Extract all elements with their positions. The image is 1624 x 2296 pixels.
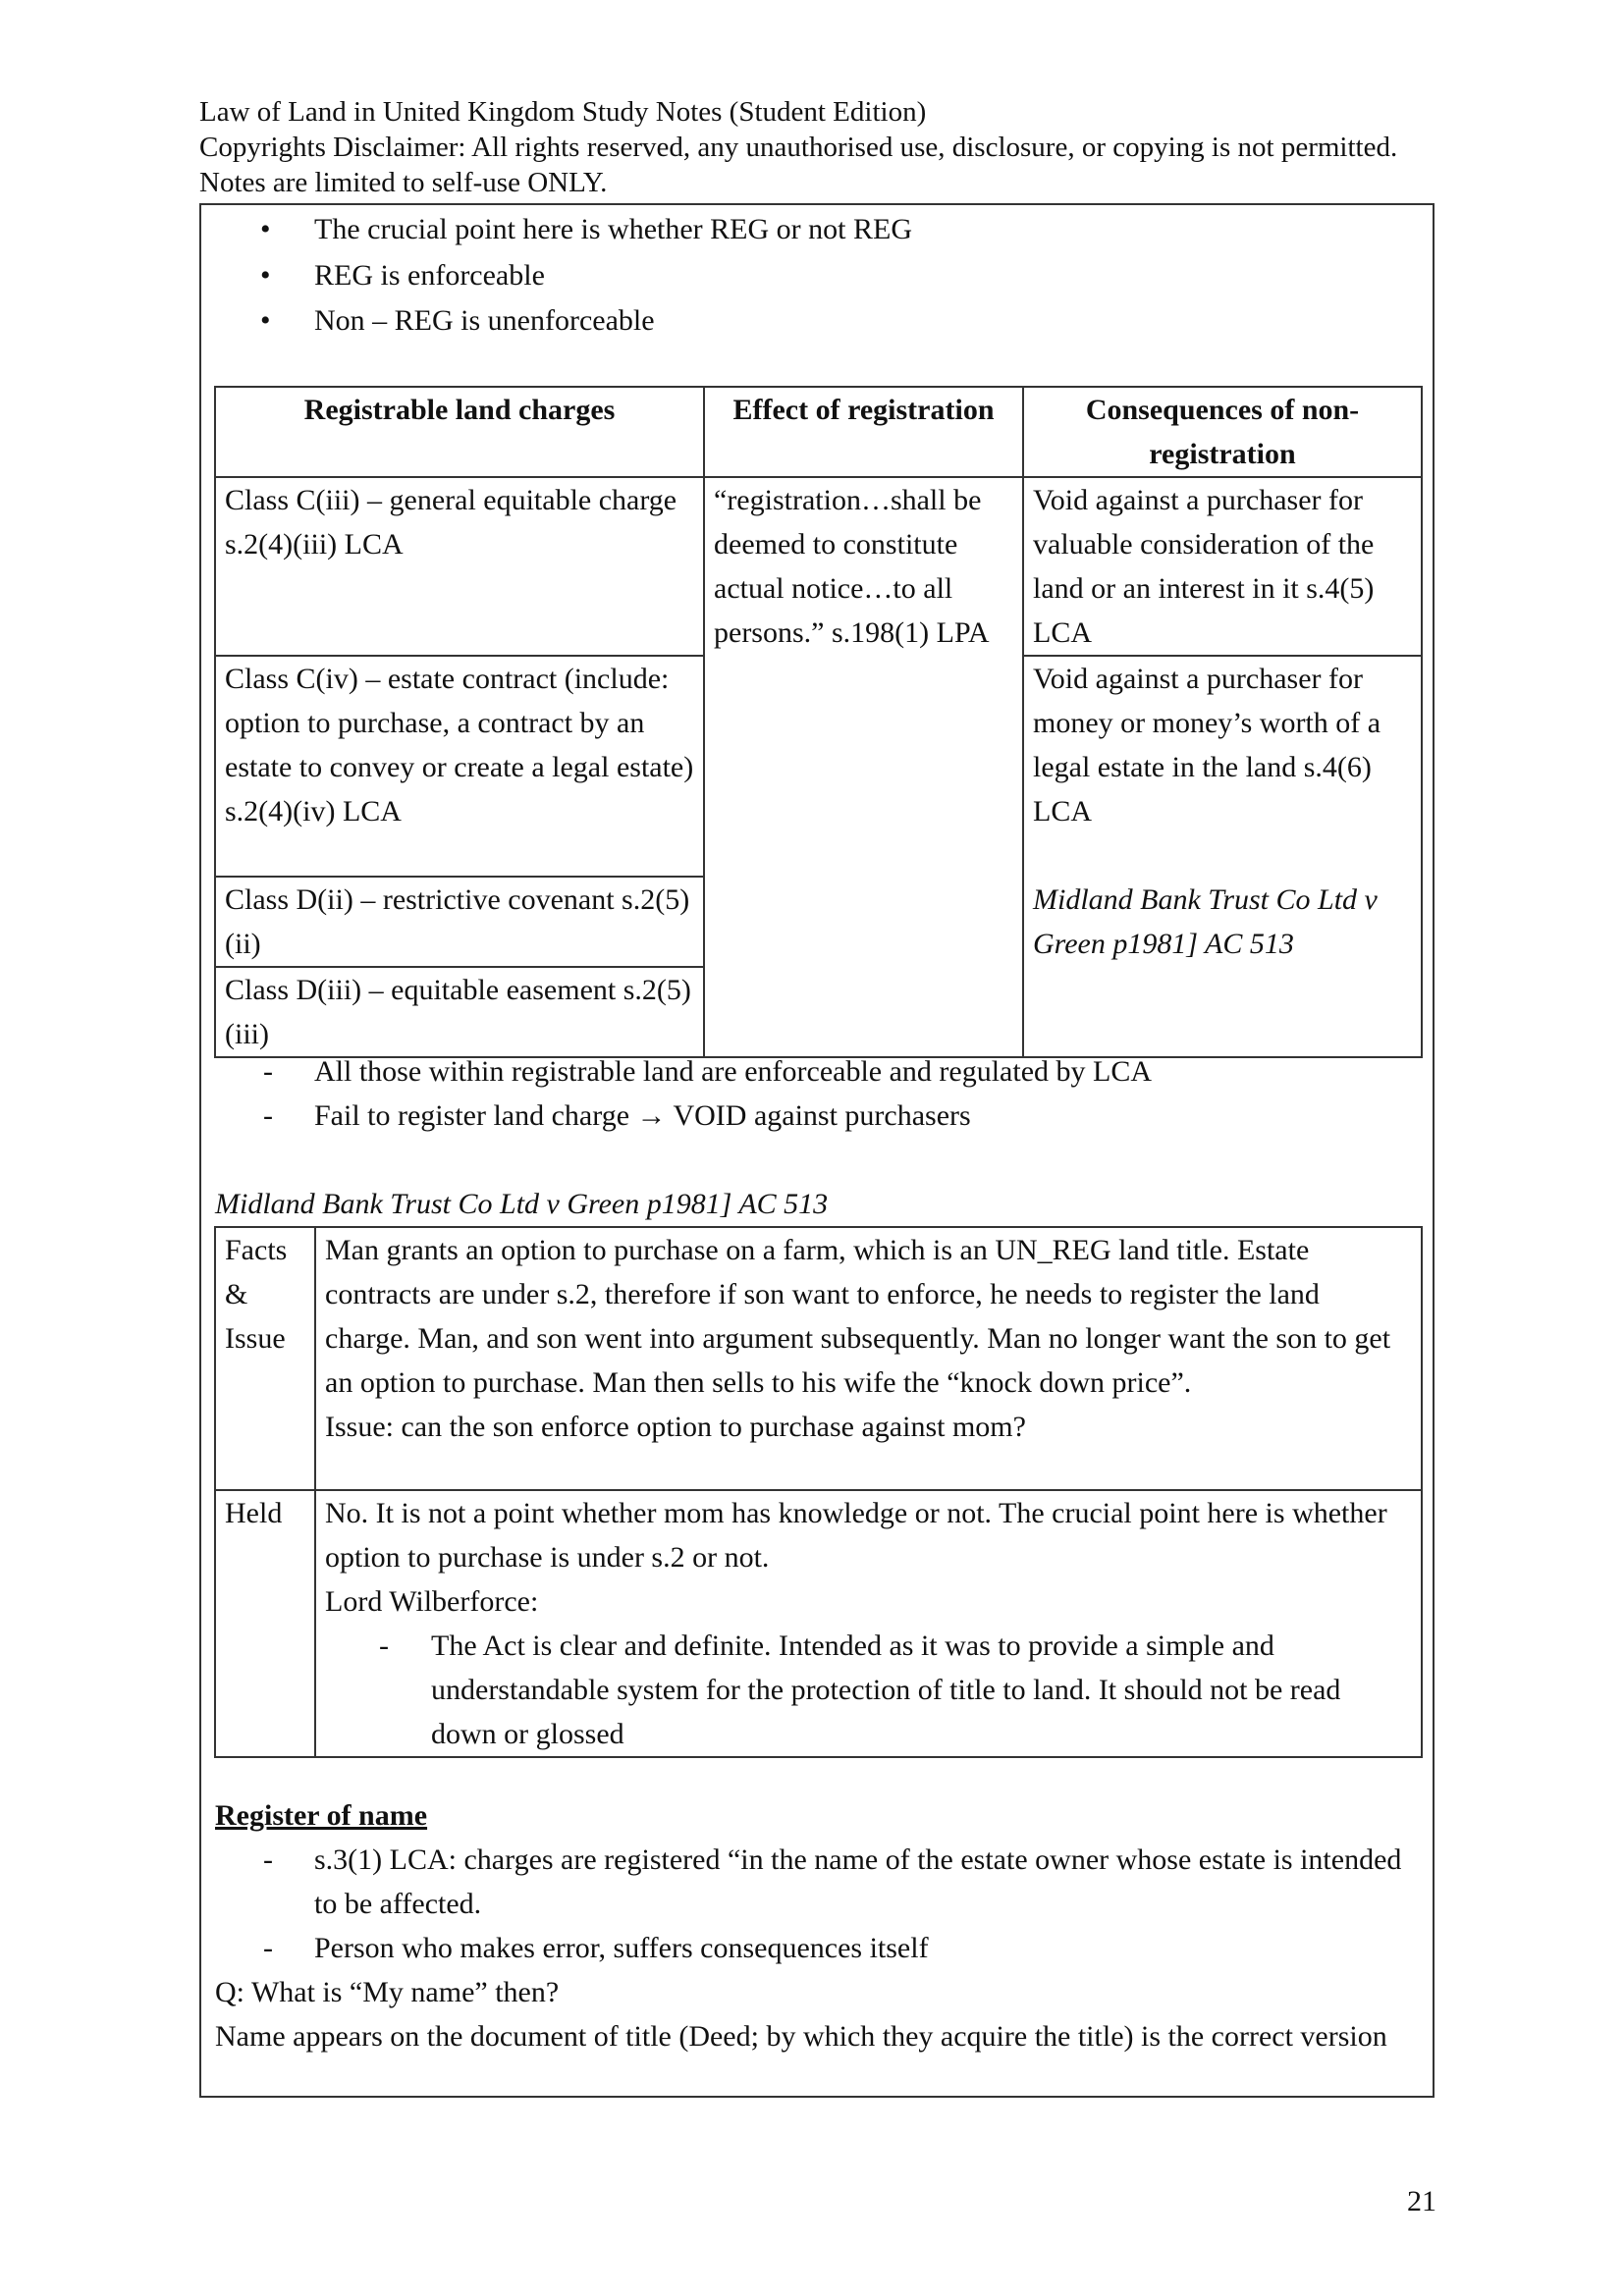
header-title: Law of Land in United Kingdom Study Notes (Student Edition) xyxy=(199,96,927,128)
page-header xyxy=(199,94,1436,200)
dash-list xyxy=(260,1838,1419,1970)
case-table xyxy=(214,1226,1423,1758)
consequence-cell xyxy=(1023,656,1422,1057)
bullet-item: • Non – REG is unenforceable xyxy=(260,298,912,345)
column-header: Effect of registration xyxy=(704,387,1023,477)
dash-item: - All those within registrable land are enforceable and regulated by LCA xyxy=(260,1049,1152,1094)
column-header: Consequences of non-registration xyxy=(1023,387,1422,477)
bullet-item: • The crucial point here is whether REG or not REG xyxy=(260,207,912,253)
case-title: Midland Bank Trust Co Ltd v Green p1981] AC 513 xyxy=(215,1188,829,1220)
facts-text: Man grants an option to purchase on a farm, which is an UN_REG land title. Estate contracts are under s.2, therefore if son want to enforce, he needs to register the land charge. Man, and son went into argument subsequently. Man no longer want the son to get an option to purchase. Man then sells to his wife the “knock down price”. xyxy=(325,1234,1391,1399)
charge-cell: Class D(iii) – equitable easement s.2(5)(iii) xyxy=(215,967,704,1057)
effect-cell: “registration…shall be deemed to constitute actual notice…to all persons.” s.198(1) LPA xyxy=(704,477,1023,1057)
answer-text: Name appears on the document of title (Deed; by which they acquire the title) is the correct version xyxy=(215,2020,1387,2053)
page-number: 21 xyxy=(1407,2185,1436,2217)
content-box xyxy=(199,203,1435,2098)
facts-cell xyxy=(315,1227,1422,1490)
charge-cell: Class D(ii) – restrictive covenant s.2(5)(ii) xyxy=(215,877,704,967)
table-row xyxy=(215,1490,1422,1757)
quote-item: - The Act is clear and definite. Intended as it was to provide a simple and understandable system for the protection of title to land. It should not be read down or glossed xyxy=(379,1629,1341,1750)
case-citation: Midland Bank Trust Co Ltd v Green p1981] AC 513 xyxy=(1033,883,1378,960)
held-label: Held xyxy=(215,1490,315,1757)
header-disclaimer: Copyrights Disclaimer: All rights reserved, any unauthorised use, disclosure, or copying is not permitted. Notes are limited to self-use ONLY. xyxy=(199,132,1398,198)
held-cell xyxy=(315,1490,1422,1757)
table-row xyxy=(215,1227,1422,1490)
charge-cell: Class C(iv) – estate contract (include: option to purchase, a contract by an estate to convey or create a legal estate) s.2(4)(iv) LCA xyxy=(215,656,704,877)
quote-text: The Act is clear and definite. Intended as it was to provide a simple and understandable system for the protection of title to land. It should not be read down or glossed xyxy=(431,1629,1341,1750)
table-header-row xyxy=(215,387,1422,477)
consequence-text: Void against a purchaser for money or money’s worth of a legal estate in the land s.4(6) LCA xyxy=(1033,663,1381,828)
bullet-item: • REG is enforceable xyxy=(260,253,912,299)
dash-item: - Fail to register land charge → VOID against purchasers xyxy=(260,1094,1152,1138)
facts-label: Facts & Issue xyxy=(215,1227,315,1490)
question-text: Q: What is “My name” then? xyxy=(215,1976,560,2008)
column-header: Registrable land charges xyxy=(215,387,704,477)
judge-name: Lord Wilberforce: xyxy=(325,1585,539,1618)
land-charges-table xyxy=(214,386,1423,1058)
charge-cell: Class C(iii) – general equitable charge s.2(4)(iii) LCA xyxy=(215,477,704,656)
bullet-list xyxy=(260,207,912,345)
section-heading: Register of name xyxy=(215,1799,428,1832)
dash-item: - s.3(1) LCA: charges are registered “in the name of the estate owner whose estate is intended to be affected. xyxy=(260,1838,1419,1926)
dash-item: - Person who makes error, suffers consequences itself xyxy=(260,1926,1419,1970)
table-row xyxy=(215,477,1422,656)
dash-list xyxy=(260,1049,1152,1138)
consequence-cell: Void against a purchaser for valuable consideration of the land or an interest in it s.4(5) LCA xyxy=(1023,477,1422,656)
issue-text: Issue: can the son enforce option to purchase against mom? xyxy=(325,1411,1026,1443)
held-text: No. It is not a point whether mom has knowledge or not. The crucial point here is whether option to purchase is under s.2 or not. xyxy=(325,1497,1387,1574)
